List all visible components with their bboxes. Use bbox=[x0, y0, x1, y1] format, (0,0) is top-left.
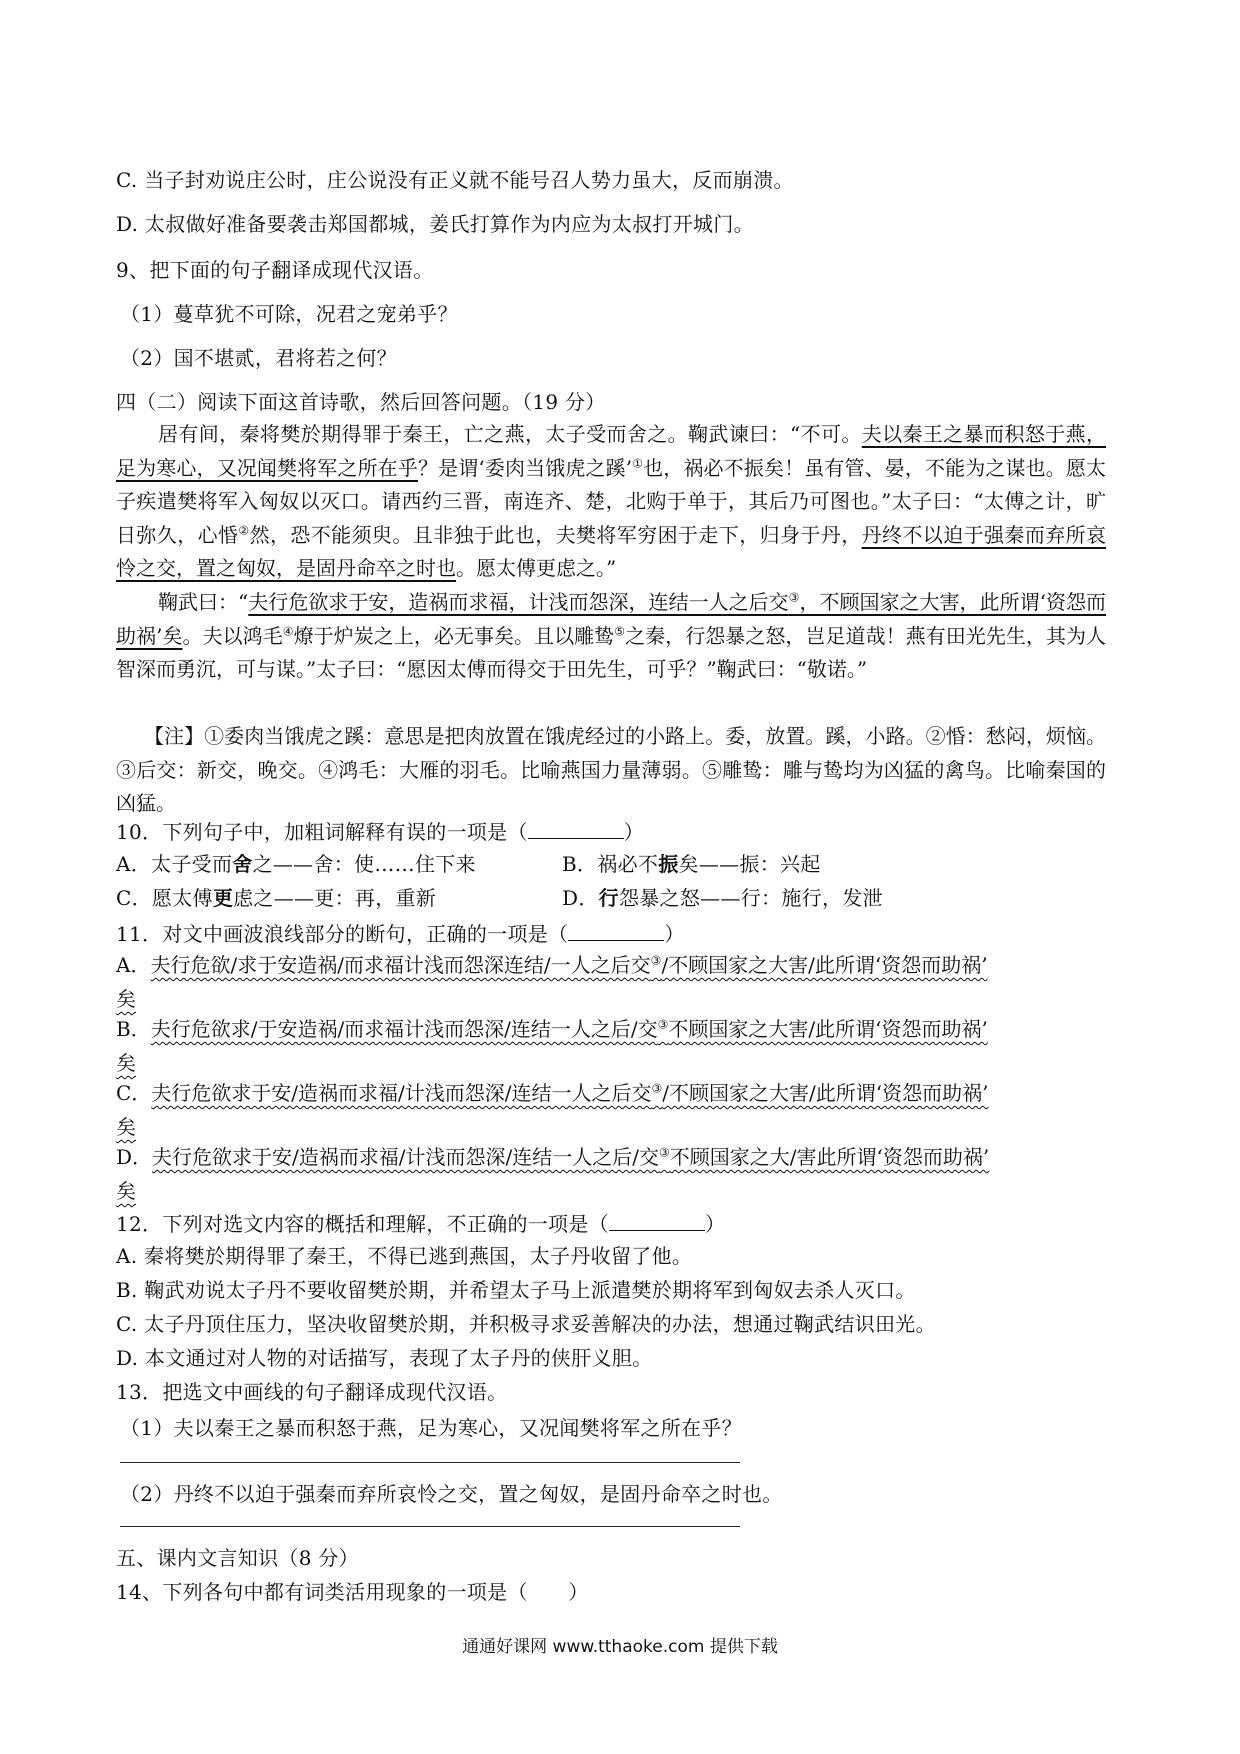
annotation-note: 【注】①委肉当饿虎之蹊：意思是把肉放置在饿虎经过的小路上。委，放置。蹊，小路。②惛：愁闷，烦恼。③后交：新交，晚交。④鸿毛：大雁的羽毛。比喻燕国力量薄弱。⑤雕鸷：雕与鸷均为凶猛的禽鸟。比喻秦国的凶猛。 bbox=[116, 724, 1106, 815]
q13-sentence-2: （2）丹终不以迫于强秦而弃所哀怜之交，置之匈奴，是固丹命卒之时也。 bbox=[120, 1482, 783, 1506]
opt-text: D． bbox=[562, 886, 599, 910]
footnote-mark: ③ bbox=[657, 1017, 669, 1032]
q11-option-c bbox=[116, 1080, 1106, 1140]
passage-paragraph-1 bbox=[116, 418, 1106, 586]
q9-title: 9、把下面的句子翻译成现代汉语。 bbox=[116, 258, 434, 282]
q13-title: 13．把选文中画线的句子翻译成现代汉语。 bbox=[116, 1380, 508, 1404]
q8-option-d: D. 太叔做好准备要袭击郑国都城，姜氏打算作为内应为太叔打开城门。 bbox=[116, 212, 754, 236]
q10-options-ab bbox=[116, 852, 1116, 876]
q9-sentence-1: （1）蔓草犹不可除，况君之宠弟乎？ bbox=[120, 302, 458, 326]
q12-option-a: A. 秦将樊於期得罪了秦王，不得已逃到燕国，太子丹收留了他。 bbox=[116, 1244, 693, 1268]
footnote-mark: ① bbox=[632, 455, 644, 470]
passage-text: 然，恐不能须臾。且非独于此也，夫樊将军穷困于走下，归身于丹， bbox=[249, 522, 862, 547]
option-text-part: 不顾国家之大/害此所谓‘资怨而助祸’ bbox=[669, 1145, 990, 1169]
option-text-part: 夫行危欲求于安/造祸而求福/计浅而怨深/连结一人之后交 bbox=[151, 1081, 652, 1105]
q10-close: ） bbox=[623, 820, 645, 844]
bold-word: 振 bbox=[658, 852, 679, 876]
option-text-part: /不顾国家之大害/此所谓‘资怨而助祸’ bbox=[661, 953, 988, 977]
opt-text: 怨暴之怒——行：施行，发泄 bbox=[618, 886, 883, 910]
bold-word: 更 bbox=[212, 886, 234, 910]
answer-line-2[interactable] bbox=[120, 1526, 740, 1527]
footnote-mark: ③ bbox=[788, 590, 800, 605]
q10-option-b bbox=[562, 852, 821, 876]
option-text-part: 夫行危欲/求于安造祸/而求福计浅而怨深连结/一人之后交 bbox=[150, 953, 651, 977]
option-label: A． bbox=[116, 953, 151, 977]
bold-word: 行 bbox=[598, 886, 619, 910]
answer-line-1[interactable] bbox=[120, 1462, 740, 1463]
q12-close: ） bbox=[704, 1212, 726, 1236]
underlined-sentence-2: 丹终不以迫于强秦而弃所哀怜之交，置之匈奴，是固丹命卒之时也 bbox=[116, 522, 1107, 580]
q10-title bbox=[116, 818, 1116, 844]
passage-text: 鞠武曰：“ bbox=[158, 590, 249, 614]
wavy-text: ，不顾国家之大害，此所谓‘资怨而助祸’矣 bbox=[116, 590, 1106, 648]
q11-option-a bbox=[116, 952, 1106, 1012]
footnote-mark: ③ bbox=[651, 1081, 663, 1096]
section4-heading: 四（二）阅读下面这首诗歌，然后回答问题。（19 分） bbox=[116, 390, 606, 414]
q12-title-text: 12．下列对选文内容的概括和理解，不正确的一项是（ bbox=[116, 1212, 609, 1236]
opt-text: A．太子受而 bbox=[116, 852, 233, 876]
opt-text: 虑之——更：再，重新 bbox=[233, 886, 437, 910]
answer-blank[interactable] bbox=[609, 1210, 705, 1231]
footnote-mark: ③ bbox=[659, 1145, 670, 1160]
q11-close: ） bbox=[664, 922, 685, 946]
q12-title bbox=[116, 1210, 1116, 1236]
q9-sentence-2: （2）国不堪贰，君将若之何？ bbox=[120, 346, 397, 370]
option-text bbox=[151, 1017, 988, 1041]
q13-sentence-1: （1）夫以秦王之暴而积怒于燕，足为寒心，又况闻樊将军之所在乎？ bbox=[120, 1416, 743, 1440]
option-text-part: 矣 bbox=[116, 987, 136, 1011]
footnote-mark: ④ bbox=[282, 623, 294, 638]
footnote-mark: ② bbox=[238, 522, 250, 537]
passage-text: 之秦，行怨暴之怒，岂足道哉！燕有田光先生，其为人智深而勇沉，可与谋。”太子曰：“愿因太傅而得交于田先生，可乎？”鞠武曰：“敬诺。” bbox=[116, 623, 1107, 681]
option-text-part: 不顾国家之大害/此所谓‘资怨而助祸’ bbox=[668, 1017, 988, 1041]
passage-text: 燎于炉炭之上，必无事矣。且以雕鸷 bbox=[293, 623, 615, 648]
q8-option-c: C. 当子封劝说庄公时，庄公说没有正义就不能号召人势力虽大，反而崩溃。 bbox=[116, 168, 794, 192]
option-text bbox=[150, 953, 987, 977]
q10-options-cd bbox=[116, 886, 1116, 910]
q10-option-a bbox=[116, 852, 562, 876]
passage-text: ？是谓‘委肉当饿虎之蹊’ bbox=[417, 455, 633, 480]
option-label: C． bbox=[116, 1081, 152, 1105]
q11-title bbox=[116, 920, 1116, 946]
opt-text: 矣——振：兴起 bbox=[678, 852, 821, 876]
passage-paragraph-2 bbox=[116, 586, 1106, 687]
footnote-mark: ③ bbox=[650, 953, 662, 968]
opt-text: B．祸必不 bbox=[562, 852, 659, 876]
q12-option-d: D. 本文通过对人物的对话描写，表现了太子丹的侠肝义胆。 bbox=[116, 1346, 653, 1370]
passage-text: 居有间，秦将樊於期得罪于秦王，亡之燕，太子受而舍之。鞠武谏曰：“不可。 bbox=[158, 422, 862, 446]
opt-text: C．愿太傅 bbox=[116, 886, 213, 910]
option-text-part: /不顾国家之大害/此所谓‘资怨而助祸’ bbox=[662, 1081, 989, 1105]
wavy-text: 夫行危欲求于安，造祸而求福，计浅而怨深，连结一人之后交 bbox=[248, 590, 789, 614]
footnote-mark: ⑤ bbox=[614, 623, 626, 638]
option-text bbox=[152, 1145, 989, 1169]
option-text-part: 矣 bbox=[116, 1115, 136, 1139]
q10-title-text: 10．下列句子中，加粗词解释有误的一项是（ bbox=[116, 820, 528, 844]
passage-text: 。夫以鸿毛 bbox=[182, 623, 283, 648]
option-text-part: 夫行危欲求于安/造祸而求福/计浅而怨深/连结一人之后/交 bbox=[152, 1145, 659, 1169]
q11-option-b bbox=[116, 1016, 1106, 1076]
page-footer: 通通好课网 www.tthaoke.com 提供下载 bbox=[462, 1637, 778, 1657]
option-label: D． bbox=[116, 1145, 153, 1169]
passage-text: 也，祸必不振矣！虽有管、晏，不能为之谋也。愿太子疾遣樊将军入匈奴以灭口。请西约三晋，南连齐、楚，北购于单于，其后乃可图也。”太子曰：“太傅之计，旷日弥久，心惛 bbox=[116, 455, 1107, 547]
q10-option-c bbox=[116, 886, 562, 910]
underlined-sentence-1: 夫以秦王之暴而积怒于燕，足为寒心，又况闻樊将军之所在乎 bbox=[116, 422, 1106, 480]
opt-text: 之——舍：使……住下来 bbox=[252, 852, 476, 876]
answer-blank[interactable] bbox=[568, 920, 664, 941]
bold-word: 舍 bbox=[232, 852, 253, 876]
q14-title: 14、下列各句中都有词类活用现象的一项是（ ） bbox=[116, 1580, 589, 1604]
q11-title-text: 11．对文中画波浪线部分的断句，正确的一项是（ bbox=[116, 922, 569, 946]
option-text bbox=[151, 1081, 988, 1105]
q11-option-d bbox=[116, 1144, 1106, 1204]
q12-option-c: C. 太子丹顶住压力，坚决收留樊於期，并积极寻求妥善解决的办法，想通过鞠武结识田光。 bbox=[116, 1312, 936, 1336]
option-label: B． bbox=[116, 1017, 151, 1041]
option-text-part: 矣 bbox=[116, 1051, 136, 1075]
section5-heading: 五、课内文言知识（8 分） bbox=[116, 1546, 359, 1570]
answer-blank[interactable] bbox=[528, 818, 624, 839]
q10-option-d bbox=[562, 886, 883, 910]
option-text-part: 矣 bbox=[116, 1179, 136, 1203]
q12-option-b: B. 鞠武劝说太子丹不要收留樊於期，并希望太子马上派遣樊於期将军到匈奴去杀人灭口。 bbox=[116, 1278, 916, 1302]
option-text-part: 夫行危欲求/于安造祸/而求福计浅而怨深/连结一人之后/交 bbox=[150, 1017, 658, 1041]
passage-text: 。愿太傅更虑之。” bbox=[456, 556, 617, 580]
